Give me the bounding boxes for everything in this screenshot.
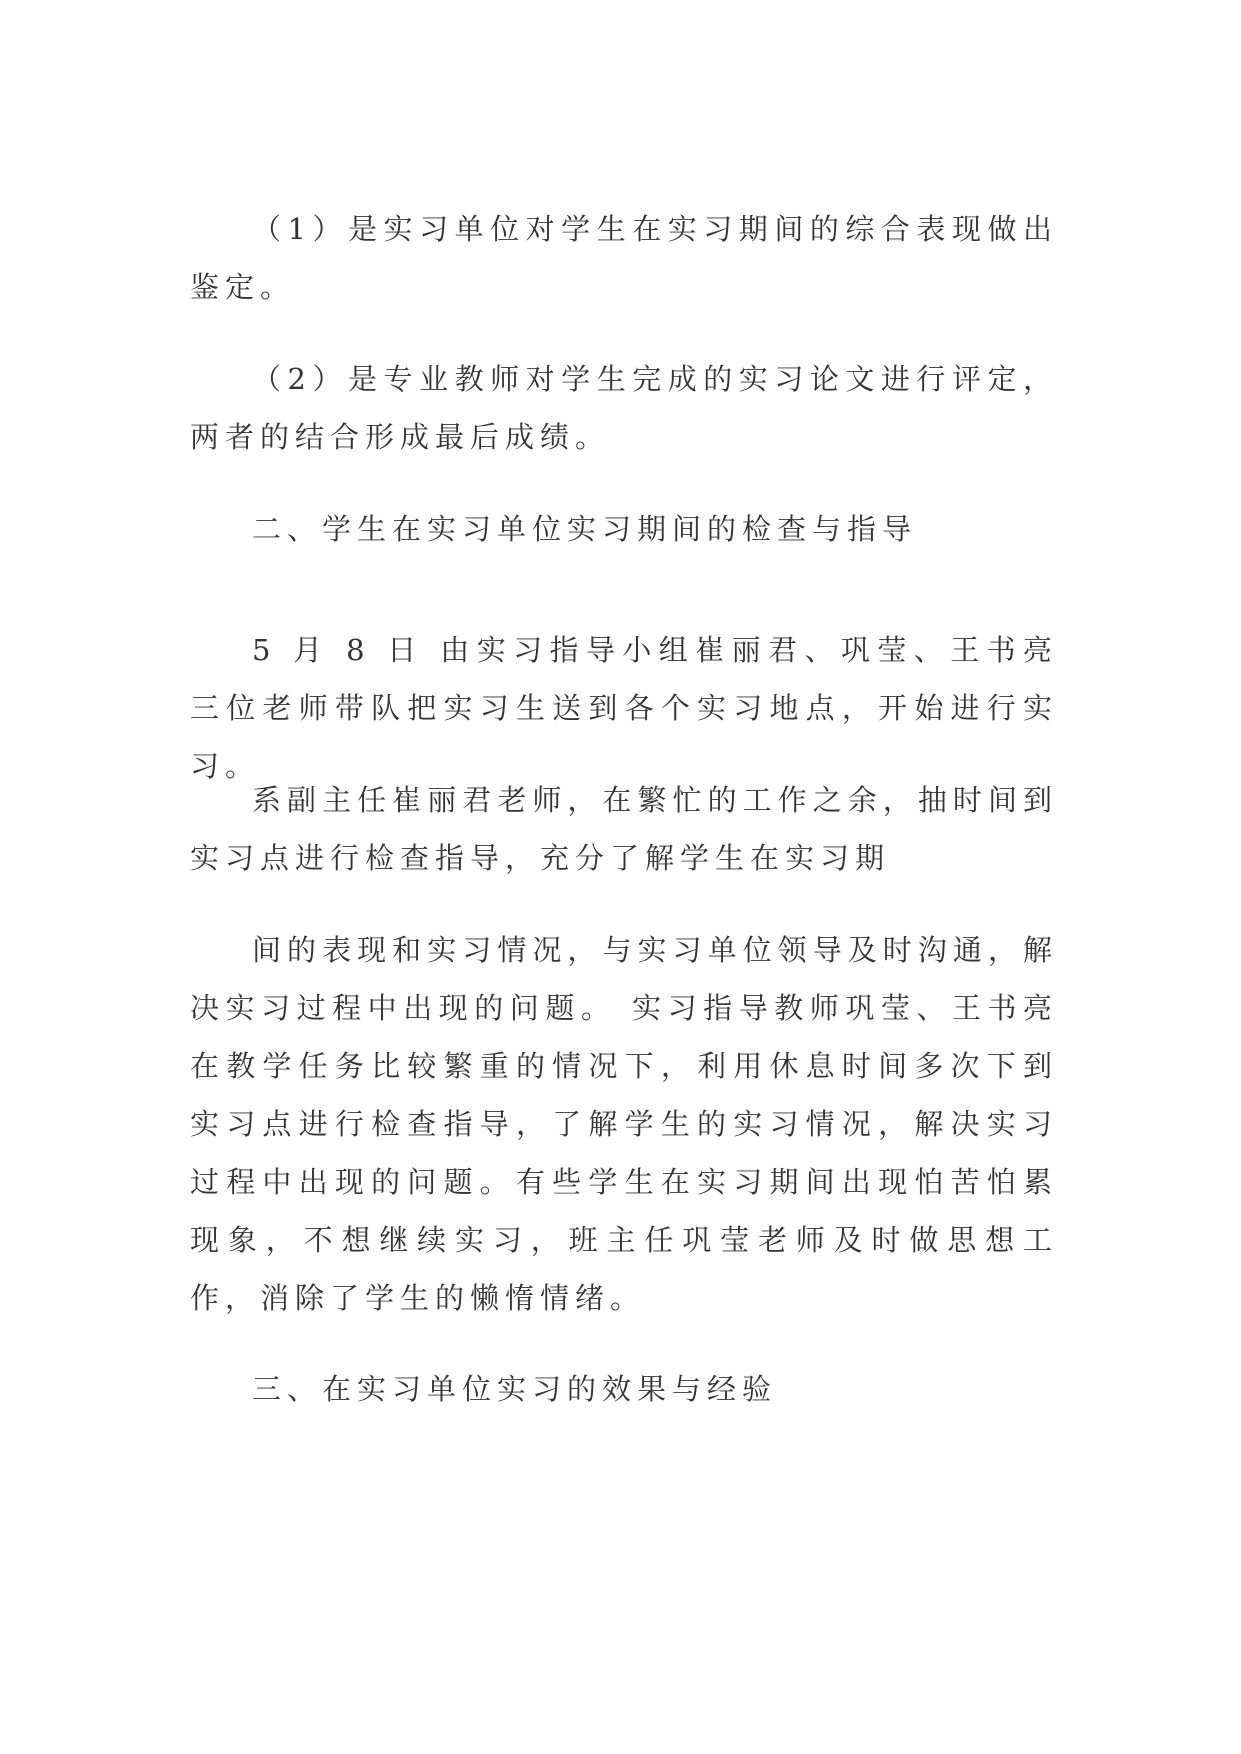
paragraph-internship-performance: 间的表现和实习情况，与实习单位领导及时沟通，解决实习过程中出现的问题。 实习指导教师巩莹、王书亮在教学任务比较繁重的情况下，利用休息时间多次下到实习点进行检查指导，了解学生的实习情况，解决实习过程中出现的问题。有些学生在实习期间出现怕苦怕累现象，不想继续实习，班主任巩莹老师及时做思想工作，消除了学生的懒惰情绪。 <box>190 933 1058 1315</box>
paragraph-cui-lijun: 系副主任崔丽君老师，在繁忙的工作之余，抽时间到实习点进行检查指导，充分了解学生在实习期 <box>190 783 1058 875</box>
section-heading-inspection: 二、学生在实习单位实习期间的检查与指导 <box>252 512 918 546</box>
section-heading-results: 三、在实习单位实习的效果与经验 <box>252 1372 778 1406</box>
paragraph-may-8: 5 月 8 日 由实习指导小组崔丽君、巩莹、王书亮三位老师带队把实习生送到各个实习地点，开始进行实习。 <box>190 633 1058 783</box>
paragraph-assessment-1: （1）是实习单位对学生在实习期间的综合表现做出鉴定。 <box>190 212 1058 304</box>
paragraph-assessment-2: （2）是专业教师对学生完成的实习论文进行评定，两者的结合形成最后成绩。 <box>190 362 1058 454</box>
